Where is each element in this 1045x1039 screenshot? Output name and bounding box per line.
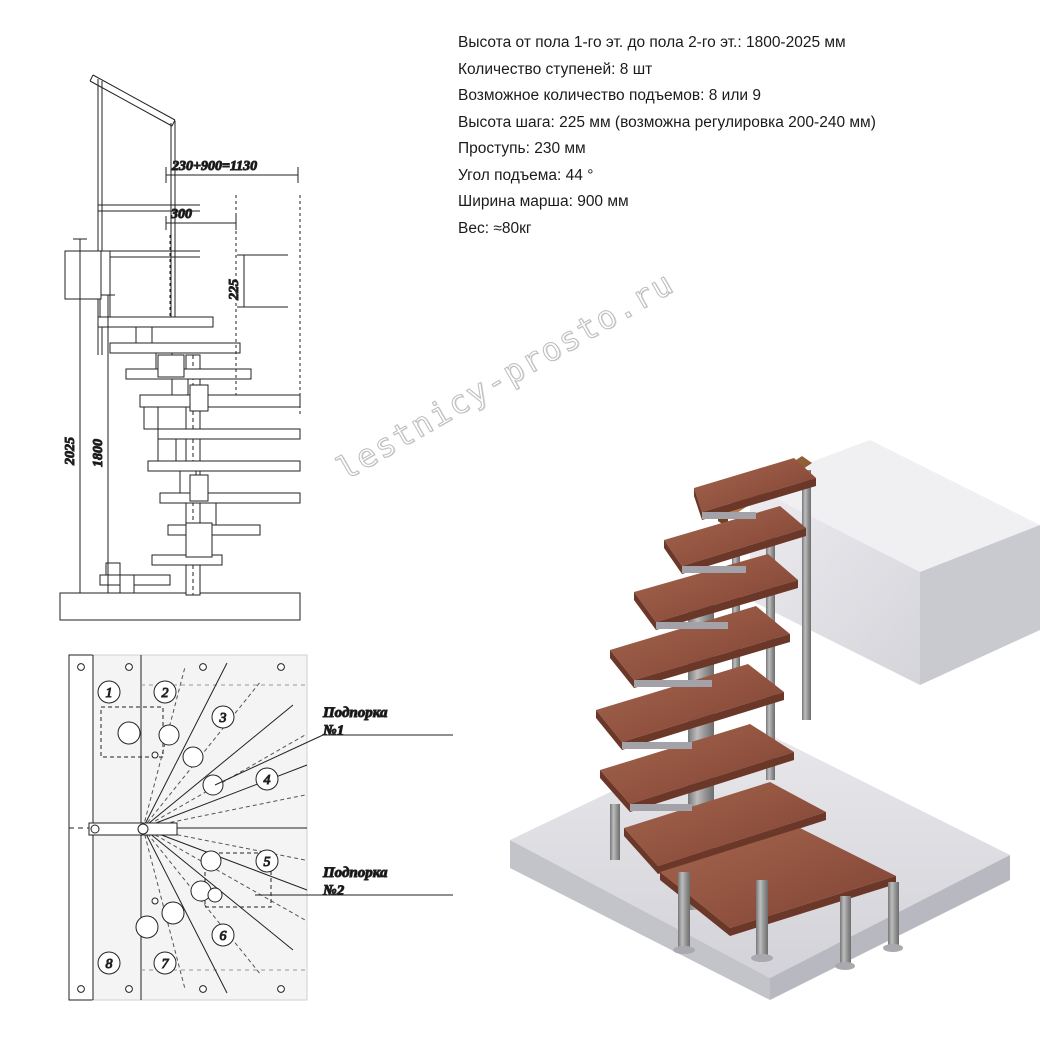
- plan-step-number: 6: [219, 929, 227, 944]
- plan-step-number: 3: [219, 711, 227, 726]
- spec-line: Высота шага: 225 мм (возможна регулировка 200-240 мм): [458, 113, 876, 131]
- callout-support-1-line1: Подпорка: [323, 705, 388, 721]
- dim-overhang: 300: [171, 207, 192, 222]
- dim-step-rise: 225: [227, 279, 242, 300]
- spec-line: Вес: ≈80кг: [458, 219, 532, 237]
- plan-step-number: 7: [161, 957, 169, 972]
- spec-line: Высота от пола 1-го эт. до пола 2-го эт.: 1800-2025 мм: [458, 34, 846, 51]
- plan-step-number: 1: [105, 686, 113, 701]
- spec-line: Ширина марша: 900 мм: [458, 193, 629, 210]
- dim-height-min: 1800: [91, 439, 106, 467]
- callout-support-2-line2: №2: [323, 883, 345, 899]
- side-elevation-drawing: [40, 55, 380, 635]
- plan-step-number: 4: [263, 773, 271, 788]
- callout-support-2-line1: Подпорка: [323, 865, 388, 881]
- plan-view-drawing: [55, 645, 455, 1015]
- callout-support-1-line2: №1: [323, 723, 345, 739]
- spec-line: Возможное количество подъемов: 8 или 9: [458, 87, 761, 104]
- spec-line: Проступь: 230 мм: [458, 140, 586, 157]
- stair-3d-render: [450, 300, 1040, 1000]
- dim-total-run: 230+900=1130: [172, 159, 258, 174]
- specification-list: [458, 30, 1033, 242]
- watermark-text: lestnicy-prosto.ru: [330, 263, 681, 488]
- plan-step-number: 2: [161, 686, 169, 701]
- dim-height-max: 2025: [63, 437, 78, 465]
- plan-step-number: 8: [105, 957, 113, 972]
- plan-step-number: 5: [263, 855, 271, 870]
- spec-line: Количество ступеней: 8 шт: [458, 60, 653, 78]
- spec-line: Угол подъема: 44 °: [458, 166, 594, 184]
